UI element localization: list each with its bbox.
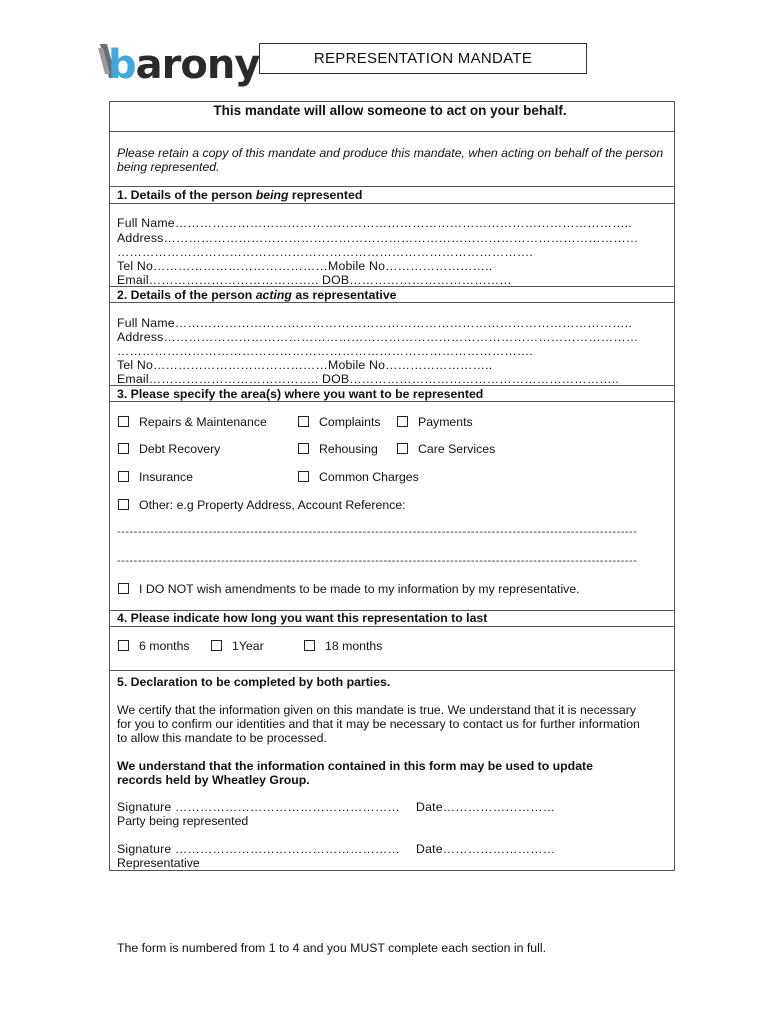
other-checkbox[interactable]: [118, 499, 129, 510]
care-services-label: Care Services: [418, 442, 496, 456]
other-dash-line-1[interactable]: -----------------------------------------------------------------------------------------------------------------------------: [117, 526, 638, 538]
declaration-line-3: to allow this mandate to be processed.: [117, 731, 327, 745]
document-title: REPRESENTATION MANDATE: [259, 43, 587, 74]
section2-heading-em: acting: [255, 288, 292, 302]
section5-heading: 5. Declaration to be completed by both parties.: [117, 675, 391, 689]
divider: [109, 186, 675, 187]
debt-recovery-label: Debt Recovery: [139, 442, 221, 456]
s1-address-line2-field[interactable]: ……………………………………………………………………………………….: [117, 245, 534, 259]
section4-heading: 4. Please indicate how long you want this representation to last: [117, 611, 488, 625]
debt-recovery-checkbox[interactable]: [118, 443, 129, 454]
s1-address-field[interactable]: Address……………………………………………………………………………………………………: [117, 231, 639, 245]
divider: [109, 131, 675, 132]
divider: [109, 203, 675, 204]
intro-heading: This mandate will allow someone to act on your behalf.: [213, 103, 567, 118]
data-use-line-1: We understand that the information contained in this form may be used to update: [117, 759, 593, 773]
barony-logo: [108, 42, 259, 88]
section2-heading-pre: 2. Details of the person: [117, 288, 256, 302]
section2-heading-post: as representative: [291, 288, 397, 302]
intro-note-2: being represented.: [117, 160, 220, 174]
divider: [109, 401, 675, 402]
care-services-checkbox[interactable]: [397, 443, 408, 454]
section1-heading-em: being: [255, 188, 289, 202]
insurance-label: Insurance: [139, 470, 194, 484]
no-amendments-checkbox[interactable]: [118, 583, 129, 594]
section1-heading: [117, 188, 362, 202]
divider: [109, 670, 675, 671]
one-year-label: 1Year: [232, 639, 264, 653]
common-charges-checkbox[interactable]: [298, 471, 309, 482]
complaints-label: Complaints: [319, 415, 381, 429]
logo-rest: arony: [135, 42, 260, 88]
s2-address-line2-field[interactable]: ……………………………………………………………………………………….: [117, 344, 534, 358]
eighteen-months-label: 18 months: [325, 639, 383, 653]
rehousing-checkbox[interactable]: [298, 443, 309, 454]
divider: [109, 302, 675, 303]
s2-tel-mobile-field[interactable]: Tel No……………………………………Mobile No……………………..: [117, 358, 493, 372]
section1-heading-pre: 1. Details of the person: [117, 188, 256, 202]
representative-signature-label: Representative: [117, 856, 200, 870]
rehousing-label: Rehousing: [319, 442, 378, 456]
declaration-line-2: for you to confirm our identities and that it may be necessary to contact us for further information: [117, 717, 640, 731]
common-charges-label: Common Charges: [319, 470, 419, 484]
declaration-line-1: We certify that the information given on this mandate is true. We understand that it is necessary: [117, 703, 637, 717]
s1-email-dob-field[interactable]: Email………………………………….. DOB…………………………………: [117, 273, 512, 287]
s1-full-name-field[interactable]: Full Name………………………………………………………………………………………………..: [117, 216, 632, 230]
section2-heading: [117, 288, 397, 302]
s1-tel-mobile-field[interactable]: Tel No……………………………………Mobile No……………………..: [117, 259, 493, 273]
s2-email-dob-field[interactable]: Email………………………………….. DOB………………………………………………………..: [117, 372, 619, 386]
repairs-label: Repairs & Maintenance: [139, 415, 267, 429]
section1-heading-post: represented: [288, 188, 363, 202]
section3-heading: 3. Please specify the area(s) where you want to be represented: [117, 387, 484, 401]
insurance-checkbox[interactable]: [118, 471, 129, 482]
six-months-label: 6 months: [139, 639, 190, 653]
eighteen-months-checkbox[interactable]: [304, 640, 315, 651]
payments-label: Payments: [418, 415, 473, 429]
representative-signature-field[interactable]: Signature ………………………………………………: [117, 842, 401, 856]
party-date-field[interactable]: Date………………………: [416, 800, 556, 814]
one-year-checkbox[interactable]: [211, 640, 222, 651]
party-signature-field[interactable]: Signature ………………………………………………: [117, 800, 401, 814]
s2-address-field[interactable]: Address……………………………………………………………………………………………………: [117, 330, 639, 344]
divider: [109, 626, 675, 627]
data-use-line-2: records held by Wheatley Group.: [117, 773, 310, 787]
six-months-checkbox[interactable]: [118, 640, 129, 651]
logo-b-letter: b: [108, 42, 136, 88]
repairs-checkbox[interactable]: [118, 416, 129, 427]
complaints-checkbox[interactable]: [298, 416, 309, 427]
other-dash-line-2[interactable]: -----------------------------------------------------------------------------------------------------------------------------: [117, 555, 638, 567]
other-label: Other: e.g Property Address, Account Reference:: [139, 498, 406, 512]
no-amendments-label: I DO NOT wish amendments to be made to my information by my representative.: [139, 582, 580, 596]
intro-note: Please retain a copy of this mandate and produce this mandate, when acting on behalf of the person: [117, 146, 664, 160]
footer-note: The form is numbered from 1 to 4 and you MUST complete each section in full.: [117, 941, 546, 955]
s2-full-name-field[interactable]: Full Name………………………………………………………………………………………………..: [117, 316, 632, 330]
representative-date-field[interactable]: Date………………………: [416, 842, 556, 856]
payments-checkbox[interactable]: [397, 416, 408, 427]
party-signature-label: Party being represented: [117, 814, 249, 828]
